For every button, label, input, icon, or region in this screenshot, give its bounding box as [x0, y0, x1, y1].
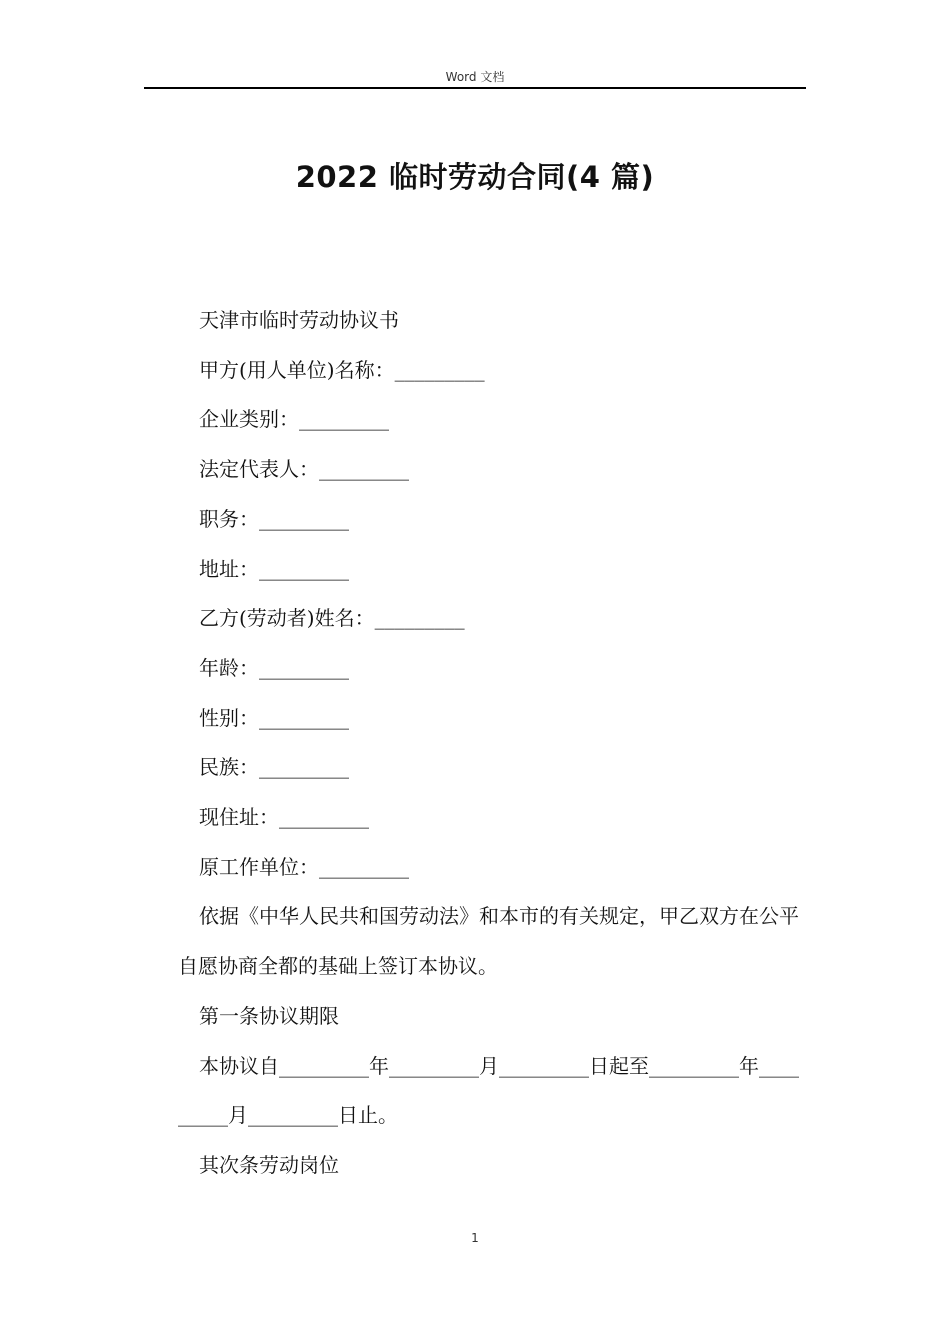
gender-field: 性别：_________ — [199, 705, 349, 730]
agreement-basis-paragraph: 依据《中华人民共和国劳动法》和本市的有关规定，甲乙双方在公平自愿协商全都的基础上签订本协议。 — [178, 904, 799, 979]
article-1-heading: 第一条协议期限 — [199, 1003, 339, 1028]
position-field: 职务：_________ — [199, 506, 349, 531]
document-body — [178, 296, 808, 1191]
article-2-heading: 其次条劳动岗位 — [199, 1152, 339, 1177]
page-number: 1 — [471, 1231, 479, 1245]
party-a-name-field: 甲方(用人单位)名称：_________ — [199, 357, 485, 382]
page-header-label: Word 文档 — [445, 70, 505, 84]
former-employer-field: 原工作单位：_________ — [199, 854, 409, 879]
agreement-term-paragraph: 本协议自_________年_________月_________日起至_________年_________月_________日止。 — [178, 1053, 799, 1128]
current-address-field: 现住址：_________ — [199, 805, 369, 830]
ethnicity-field: 民族：_________ — [199, 755, 349, 780]
address-field: 地址：_________ — [199, 556, 349, 581]
paragraph-heading: 天津市临时劳动协议书 — [199, 308, 399, 332]
party-b-name-field: 乙方(劳动者)姓名：_________ — [199, 606, 465, 631]
header-divider — [144, 87, 806, 89]
age-field: 年龄：_________ — [199, 655, 349, 680]
enterprise-type-field: 企业类别：_________ — [199, 407, 389, 432]
legal-representative-field: 法定代表人：_________ — [199, 457, 409, 482]
document-title: 2022 临时劳动合同(4 篇) — [295, 160, 655, 194]
